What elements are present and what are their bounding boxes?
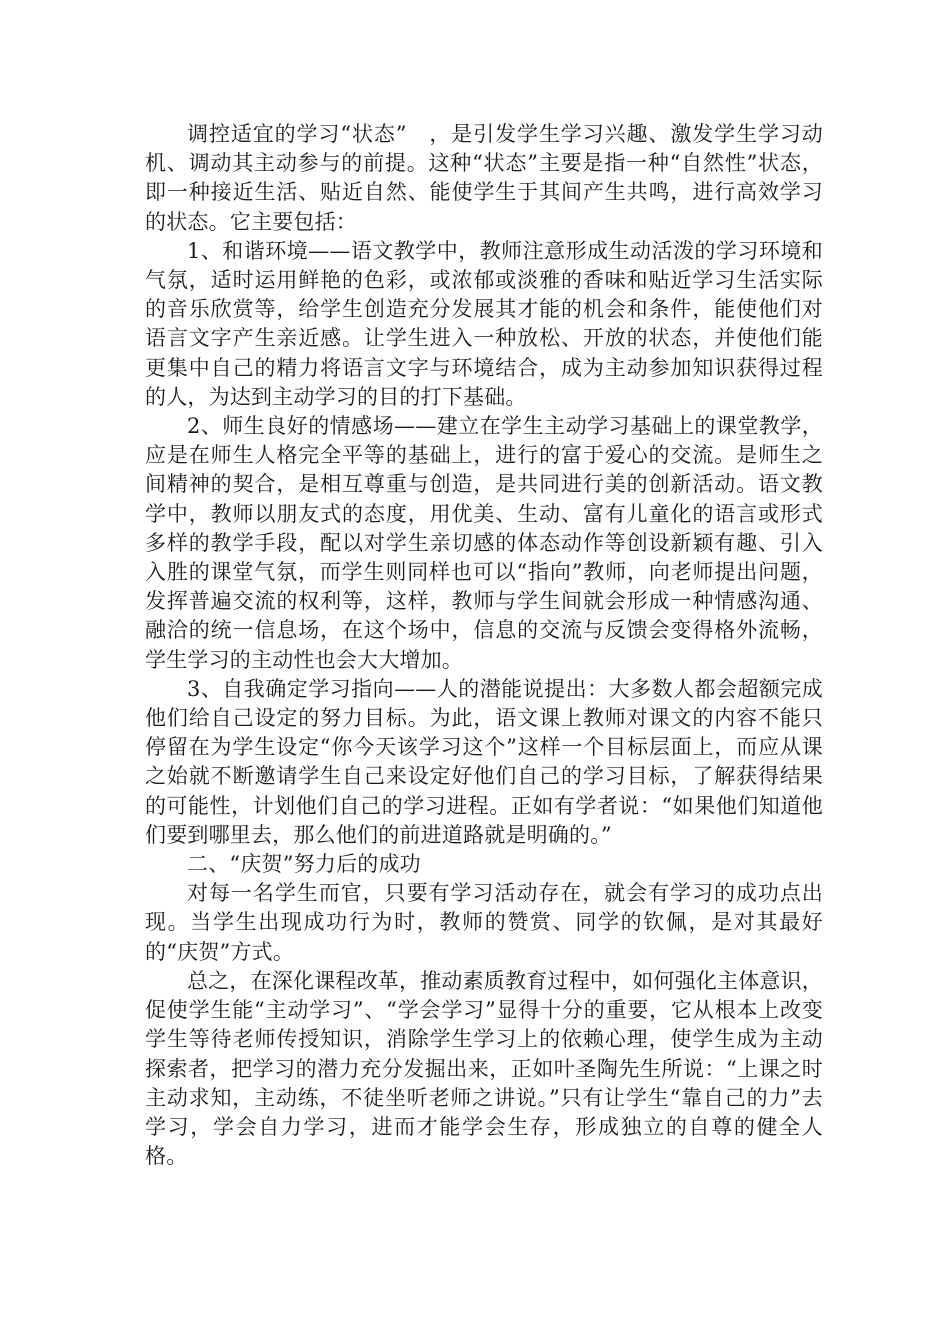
paragraph-success-point: 对每一名学生而官，只要有学习活动存在，就会有学习的成功点出现。当学生出现成功行为时，教师的赞赏、同学的钦佩，是对其最好的“庆贺”方式。 xyxy=(145,881,823,964)
paragraph-emotional-field: 2、师生良好的情感场——建立在学生主动学习基础上的课堂教学，应是在师生人格完全平等的基础上，进行的富于爱心的交流。是师生之间精神的契合，是相互尊重与创造，是共同进行美的创新活动。语文教学中，教师以朋友式的态度，用优美、生动、富有儿童化的语言或形式多样的教学手段，配以对学生亲切感的体态动作等创设新颖有趣、引入入胜的课堂气氛，而学生则同样也可以“指向”教师，向老师提出问题，发挥普遍交流的权利等，这样，教师与学生间就会形成一种情感沟通、融洽的统一信息场，在这个场中，信息的交流与反馈会变得格外流畅，学生学习的主动性也会大大增加。 xyxy=(145,414,823,672)
paragraph-self-direction: 3、自我确定学习指向——人的潜能说提出：大多数人都会超额完成他们给自己设定的努力目标。为此，语文课上教师对课文的内容不能只停留在为学生设定“你今天该学习这个”这样一个目标层面上，而应从课之始就不断邀请学生自己来设定好他们自己的学习目标，了解获得结果的可能性，计划他们自己的学习进程。正如有学者说：“如果他们知道他们要到哪里去，那么他们的前进道路就是明确的。” xyxy=(145,676,823,847)
document-page xyxy=(145,120,823,1171)
paragraph-intro: 调控适宜的学习“状态” ，是引发学生学习兴趣、激发学生学习动机、调动其主动参与的前提。这种“状态”主要是指一种“自然性”状态，即一种接近生活、贴近自然、能使学生于其间产生共鸣，进行高效学习的状态。它主要包括： xyxy=(145,122,823,234)
paragraph-harmonious-environment: 1、和谐环境——语文教学中，教师注意形成生动活泼的学习环境和气氛，适时运用鲜艳的色彩，或浓郁或淡雅的香味和贴近学习生活实际的音乐欣赏等，给学生创造充分发展其才能的机会和条件，能使他们对语言文字产生亲近感。让学生进入一种放松、开放的状态，并使他们能更集中自己的精力将语言文字与环境结合，成为主动参加知识获得过程的人，为达到主动学习的目的打下基础。 xyxy=(145,238,823,409)
paragraph-conclusion: 总之，在深化课程改革，推动素质教育过程中，如何强化主体意识，促使学生能“主动学习”、“学会学习”显得十分的重要，它从根本上改变学生等待老师传授知识，消除学生学习上的依赖心理，使学生成为主动探索者，把学习的潜力充分发掘出来，正如叶圣陶先生所说：“上课之时主动求知，主动练，不徒坐听老师之讲说。”只有让学生“靠自己的力”去学习，学会自力学习，进而才能学会生存，形成独立的自尊的健全人格。 xyxy=(145,968,823,1169)
section-heading-celebrate-success: 二、“庆贺”努力后的成功 xyxy=(187,852,421,877)
